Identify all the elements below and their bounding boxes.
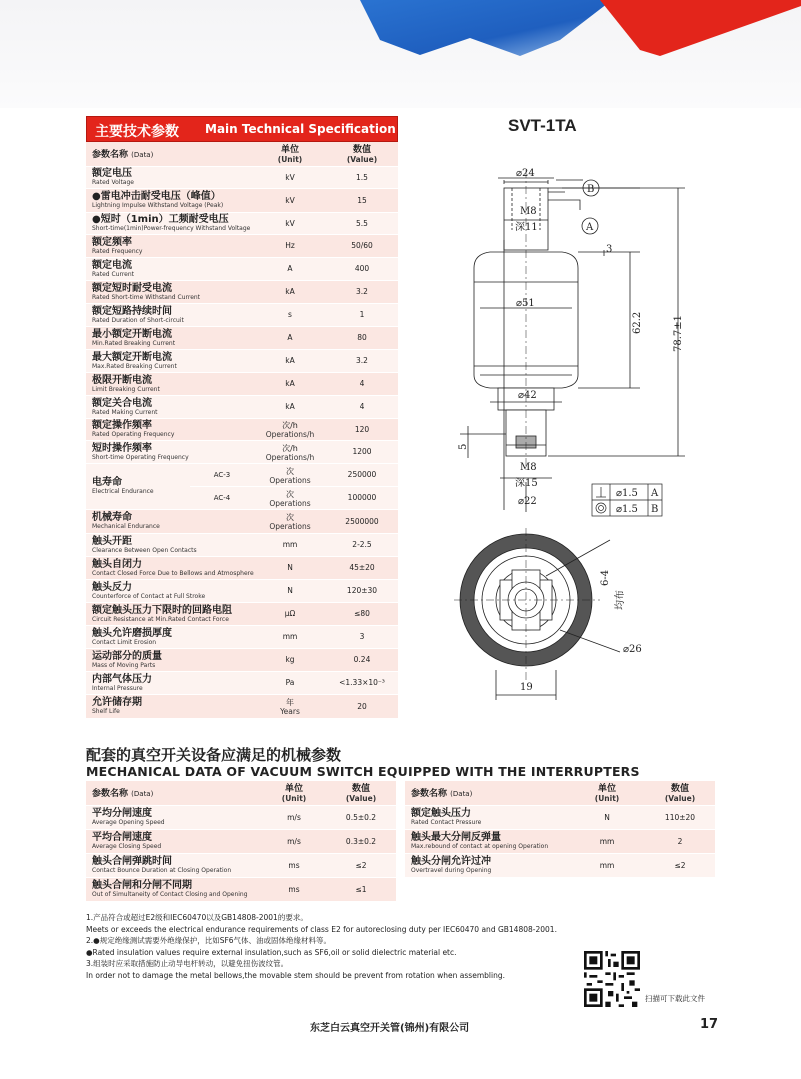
note-line: 3.组装时应采取措施防止动导电杆转动，以避免扭伤波纹管。 xyxy=(86,959,289,969)
datum-a: A xyxy=(586,222,594,233)
param-cn: 额定触头压力下限时的回路电阻 xyxy=(92,604,232,616)
spec-rows-group-1 xyxy=(86,166,398,463)
mech-left-header-param: 参数名称 xyxy=(92,789,129,800)
qr-caption: 扫描可下载此文件 xyxy=(645,994,705,1003)
table-row xyxy=(86,372,398,395)
dim-5: 5 xyxy=(458,443,469,450)
unit: N xyxy=(287,586,293,595)
electrical-value-ac3: 250000 xyxy=(326,463,398,486)
table-row xyxy=(86,212,398,234)
param-en: Average Opening Speed xyxy=(92,819,165,826)
value: 2 xyxy=(645,829,715,853)
qr-code[interactable] xyxy=(584,951,640,1007)
spec-title-en: Main Technical Specification xyxy=(205,122,396,136)
param-cn: 额定频率 xyxy=(92,236,132,248)
param-cn: ●雷电冲击耐受电压（峰值） xyxy=(92,191,221,202)
param-en: Rated Current xyxy=(92,270,135,278)
param-en: Circuit Resistance at Min.Rated Contact Force xyxy=(92,615,229,623)
param-cn: ●短时（1min）工频耐受电压 xyxy=(92,214,229,225)
value: 2500000 xyxy=(326,509,398,533)
dim-3: 3 xyxy=(606,244,613,255)
table-row xyxy=(86,303,398,326)
param-cn: 额定触头压力 xyxy=(411,808,471,819)
mech-table-left xyxy=(86,781,396,902)
mech-left-header-unit: 单位 xyxy=(284,783,303,794)
header-param-en: (Data) xyxy=(131,151,154,160)
dim-d42: ⌀42 xyxy=(518,390,537,401)
param-cn: 运动部分的质量 xyxy=(92,650,162,662)
unit: kV xyxy=(285,172,295,182)
value: 4 xyxy=(326,372,398,395)
param-cn: 额定电流 xyxy=(92,259,132,271)
table-row xyxy=(405,829,715,853)
mech-left-header-param-en: (Data) xyxy=(131,790,154,799)
datum-b: B xyxy=(587,184,595,195)
mech-table-right xyxy=(405,781,715,878)
param-en: Mass of Moving Parts xyxy=(92,661,156,669)
param-en: Rated Contact Pressure xyxy=(411,819,482,826)
side-view xyxy=(460,170,685,512)
dim-m8-bot: M8 xyxy=(520,462,537,473)
unit: mm xyxy=(282,632,298,641)
mech-right-header-param-en: (Data) xyxy=(450,790,473,799)
electrical-unit-ac3: 次 xyxy=(286,466,294,476)
value: 1.5 xyxy=(326,166,398,188)
dim-depth11: 深11 xyxy=(515,222,538,233)
model-title: SVT-1TA xyxy=(508,116,577,135)
table-row xyxy=(86,625,398,648)
param-en: Shelf Life xyxy=(92,708,120,715)
unit: ms xyxy=(262,853,326,877)
value: 20 xyxy=(326,694,398,718)
dim-slot2: 均布 xyxy=(615,590,626,610)
end-view xyxy=(454,528,620,700)
mech-right-header-unit-en: (Unit) xyxy=(594,793,620,803)
mech-right-header-unit: 单位 xyxy=(597,783,616,794)
header-value-en: (Value) xyxy=(346,154,378,164)
tol-1-ref: A xyxy=(651,488,659,499)
unit: ms xyxy=(262,877,326,901)
electrical-value-ac4: 100000 xyxy=(326,486,398,509)
unit: kA xyxy=(285,356,295,365)
unit: s xyxy=(288,310,292,319)
value: 1 xyxy=(326,303,398,326)
header-unit: 单位 xyxy=(280,144,299,155)
param-cn: 短时操作频率 xyxy=(92,442,152,454)
param-cn: 机械寿命 xyxy=(92,512,132,523)
table-row xyxy=(86,395,398,418)
mech-left-header-unit-en: (Unit) xyxy=(281,793,307,803)
table-row xyxy=(86,877,396,901)
unit: kV xyxy=(285,195,295,205)
electrical-sub-ac4: AC-4 xyxy=(190,486,254,509)
dim-62: 62.2 xyxy=(632,311,643,334)
electrical-unit-ac4: 次 xyxy=(286,489,294,499)
top-banner xyxy=(0,0,801,108)
table-row xyxy=(86,257,398,280)
note-line: ●Rated insulation values require external insulation,such as SF6,oil or solid dielectric material etc. xyxy=(86,947,457,957)
unit-cn: 次 xyxy=(286,513,294,522)
param-cn: 最小额定开断电流 xyxy=(92,328,172,340)
value: 45±20 xyxy=(326,556,398,579)
param-en: Contact Closed Force Due to Bellows and Atmosphere xyxy=(92,569,254,577)
param-en: Rated Frequency xyxy=(92,247,143,255)
table-row xyxy=(86,509,398,533)
value: 4 xyxy=(326,395,398,418)
param-cn: 触头开距 xyxy=(92,535,132,547)
unit: A xyxy=(287,333,293,342)
unit: N xyxy=(287,563,293,572)
value: 15 xyxy=(326,188,398,212)
electrical-unit-en-ac4: Operations xyxy=(269,498,311,508)
dim-depth15: 深15 xyxy=(515,478,538,489)
value: 3.2 xyxy=(326,280,398,303)
value: 120±30 xyxy=(326,579,398,602)
page-number: 17 xyxy=(700,1017,719,1032)
value: 120 xyxy=(326,418,398,440)
tol-2: ⌀1.5 xyxy=(616,504,638,515)
mech-left-rows xyxy=(86,805,396,901)
mech-title-en: MECHANICAL DATA OF VACUUM SWITCH EQUIPPED WITH THE INTERRUPTERS xyxy=(86,764,640,779)
blue-brush xyxy=(360,0,612,56)
electrical-cn: 电寿命 xyxy=(92,477,122,488)
param-en: Internal Pressure xyxy=(92,684,143,692)
mech-right-header-value-en: (Value) xyxy=(664,793,696,803)
value: ≤2 xyxy=(326,853,396,877)
param-en: Out of Simultaneity of Contact Closing and Opening xyxy=(92,891,248,898)
value: <1.33×10⁻³ xyxy=(326,671,398,694)
unit: kg xyxy=(285,655,295,664)
param-en: Mechanical Endurance xyxy=(92,523,160,530)
table-row xyxy=(86,805,396,829)
param-en: Short-time Operating Frequency xyxy=(92,453,189,461)
param-cn: 极限开断电流 xyxy=(92,374,152,386)
value: 3.2 xyxy=(326,349,398,372)
table-row xyxy=(86,440,398,463)
param-en: Clearance Between Open Contacts xyxy=(92,546,197,554)
note-line: Meets or exceeds the electrical endurance requirements of class E2 for autoreclosing duty per IEC60470 and GB14808-2001. xyxy=(86,924,557,934)
param-cn: 允许储存期 xyxy=(92,697,142,708)
mech-left-header-value-en: (Value) xyxy=(345,793,377,803)
param-en: Rated Short-time Withstand Current xyxy=(92,293,201,301)
spec-title-bar xyxy=(86,116,398,142)
table-row xyxy=(86,853,396,877)
param-en: Limit Breaking Current xyxy=(92,385,160,393)
unit: Hz xyxy=(285,241,295,250)
company-name: 东芝白云真空开关管(锦州)有限公司 xyxy=(310,1023,470,1034)
param-cn: 额定短路持续时间 xyxy=(92,305,172,317)
unit: μΩ xyxy=(284,609,296,618)
note-line: In order not to damage the metal bellows,the movable stem should be prevent from rotation when assembling. xyxy=(86,970,505,980)
unit: m/s xyxy=(262,805,326,829)
param-cn: 内部气体压力 xyxy=(92,673,152,685)
dim-78: 78.7±1 xyxy=(673,314,684,352)
value: ≤2 xyxy=(645,853,715,877)
value: 1200 xyxy=(326,440,398,463)
electrical-en: Electrical Endurance xyxy=(92,488,154,495)
param-en: Average Closing Speed xyxy=(92,843,162,850)
value: 110±20 xyxy=(645,805,715,829)
unit-en: Years xyxy=(280,707,300,716)
unit: A xyxy=(287,264,293,273)
unit: Pa xyxy=(285,678,295,687)
notes xyxy=(86,912,606,982)
banner-graphic xyxy=(0,0,801,60)
param-en: Lightning Impulse Withstand Voltage (Peak) xyxy=(92,202,224,209)
table-row xyxy=(86,280,398,303)
mech-right-rows xyxy=(405,805,715,877)
dim-m8-top: M8 xyxy=(520,206,537,217)
table-row xyxy=(86,533,398,556)
param-en: Rated Duration of Short-circuit xyxy=(92,316,184,324)
value: 50/60 xyxy=(326,234,398,257)
unit-en: Operations xyxy=(269,522,311,531)
param-cn: 平均合闸速度 xyxy=(92,832,152,843)
header-unit-en: (Unit) xyxy=(277,154,303,164)
value: 5.5 xyxy=(326,212,398,234)
unit: mm xyxy=(569,829,645,853)
unit: m/s xyxy=(262,829,326,853)
table-row xyxy=(86,671,398,694)
dim-d51: ⌀51 xyxy=(516,298,535,309)
tol-2-ref: B xyxy=(651,504,659,515)
param-cn: 平均分闸速度 xyxy=(92,808,152,819)
param-cn: 触头反力 xyxy=(92,581,132,593)
param-cn: 额定短时耐受电流 xyxy=(92,282,172,294)
param-en: Short-time(1min)Power-frequency Withstand Voltage xyxy=(92,225,251,232)
param-cn: 额定关合电流 xyxy=(92,397,152,409)
tol-1: ⌀1.5 xyxy=(616,488,638,499)
param-cn: 额定电压 xyxy=(92,168,132,179)
value: 0.5±0.2 xyxy=(326,805,396,829)
spec-title-cn: 主要技术参数 xyxy=(95,124,179,140)
value: 0.24 xyxy=(326,648,398,671)
mech-title-cn: 配套的真空开关设备应满足的机械参数 xyxy=(86,746,342,764)
dim-d22: ⌀22 xyxy=(518,496,537,507)
note-line: 2.●规定绝缘测试需要外绝缘保护，比如SF6气体、油或固体绝缘材料等。 xyxy=(86,936,332,946)
table-row xyxy=(405,853,715,877)
param-cn: 触头最大分闸反弹量 xyxy=(411,832,501,843)
param-en: Min.Rated Breaking Current xyxy=(92,339,176,347)
technical-drawing xyxy=(440,140,710,710)
unit: mm xyxy=(569,853,645,877)
value: 80 xyxy=(326,326,398,349)
unit-cn: 次/h xyxy=(282,421,298,430)
value: ≤1 xyxy=(326,877,396,901)
param-cn: 触头分闸允许过冲 xyxy=(411,856,491,867)
param-cn: 额定操作频率 xyxy=(92,420,152,431)
param-en: Rated Voltage xyxy=(92,179,134,186)
dim-slot: 6-4 xyxy=(600,569,611,586)
spec-rows-group-2 xyxy=(86,509,398,718)
table-row xyxy=(86,648,398,671)
param-cn: 触头自闭力 xyxy=(92,558,142,570)
dim-d24: ⌀24 xyxy=(516,168,535,179)
table-row xyxy=(86,694,398,718)
param-en: Counterforce of Contact at Full Stroke xyxy=(92,592,206,600)
table-row xyxy=(86,166,398,188)
unit: N xyxy=(569,805,645,829)
unit: mm xyxy=(282,540,298,549)
table-row xyxy=(86,602,398,625)
value: 2-2.5 xyxy=(326,533,398,556)
table-row-electrical-ac3 xyxy=(86,463,398,486)
dim-d26: ⌀26 xyxy=(623,644,642,655)
unit-cn: 次/h xyxy=(282,443,298,453)
mech-right-header-param: 参数名称 xyxy=(411,789,448,800)
spec-table xyxy=(86,142,398,719)
param-en: Max.Rated Breaking Current xyxy=(92,362,177,370)
param-en: Max.rebound of contact at opening Operation xyxy=(411,843,549,850)
value: ≤80 xyxy=(326,602,398,625)
value: 0.3±0.2 xyxy=(326,829,396,853)
note-line: 1.产品符合或超过E2级和IEC60470以及GB14808-2001的要求。 xyxy=(86,913,308,922)
table-row xyxy=(86,418,398,440)
header-param: 参数名称 xyxy=(92,150,129,161)
param-en: Overtravel during Opening xyxy=(411,867,492,874)
table-row xyxy=(86,349,398,372)
red-stripe xyxy=(600,0,801,56)
unit: kA xyxy=(285,402,295,411)
table-row xyxy=(86,829,396,853)
table-row xyxy=(405,805,715,829)
param-en: Rated Operating Frequency xyxy=(92,431,175,438)
table-row xyxy=(86,326,398,349)
param-cn: 最大额定开断电流 xyxy=(92,351,172,363)
dim-19: 19 xyxy=(520,682,533,693)
mech-left-header-value: 数值 xyxy=(351,783,370,794)
unit-en: Operations/h xyxy=(265,430,315,439)
table-row xyxy=(86,556,398,579)
unit-cn: 年 xyxy=(286,698,294,707)
mech-right-header-value: 数值 xyxy=(670,783,689,794)
param-en: Contact Bounce Duration at Closing Operation xyxy=(92,867,232,874)
param-en: Rated Making Current xyxy=(92,408,158,416)
value: 3 xyxy=(326,625,398,648)
unit: kA xyxy=(285,287,295,296)
table-row xyxy=(86,579,398,602)
electrical-unit-en-ac3: Operations xyxy=(269,475,311,485)
header-value: 数值 xyxy=(352,144,371,155)
param-cn: 触头允许磨损厚度 xyxy=(92,627,172,639)
unit: kA xyxy=(285,379,295,388)
table-row xyxy=(86,234,398,257)
param-en: Contact Limit Erosion xyxy=(92,638,157,646)
param-cn: 触头合闸和分闸不同期 xyxy=(92,880,192,891)
unit: kV xyxy=(285,218,295,228)
param-cn: 触头合闸弹跳时间 xyxy=(92,856,172,867)
unit-en: Operations/h xyxy=(265,452,315,462)
value: 400 xyxy=(326,257,398,280)
table-row xyxy=(86,188,398,212)
spec-header-row xyxy=(86,142,398,166)
electrical-sub-ac3: AC-3 xyxy=(190,463,254,486)
